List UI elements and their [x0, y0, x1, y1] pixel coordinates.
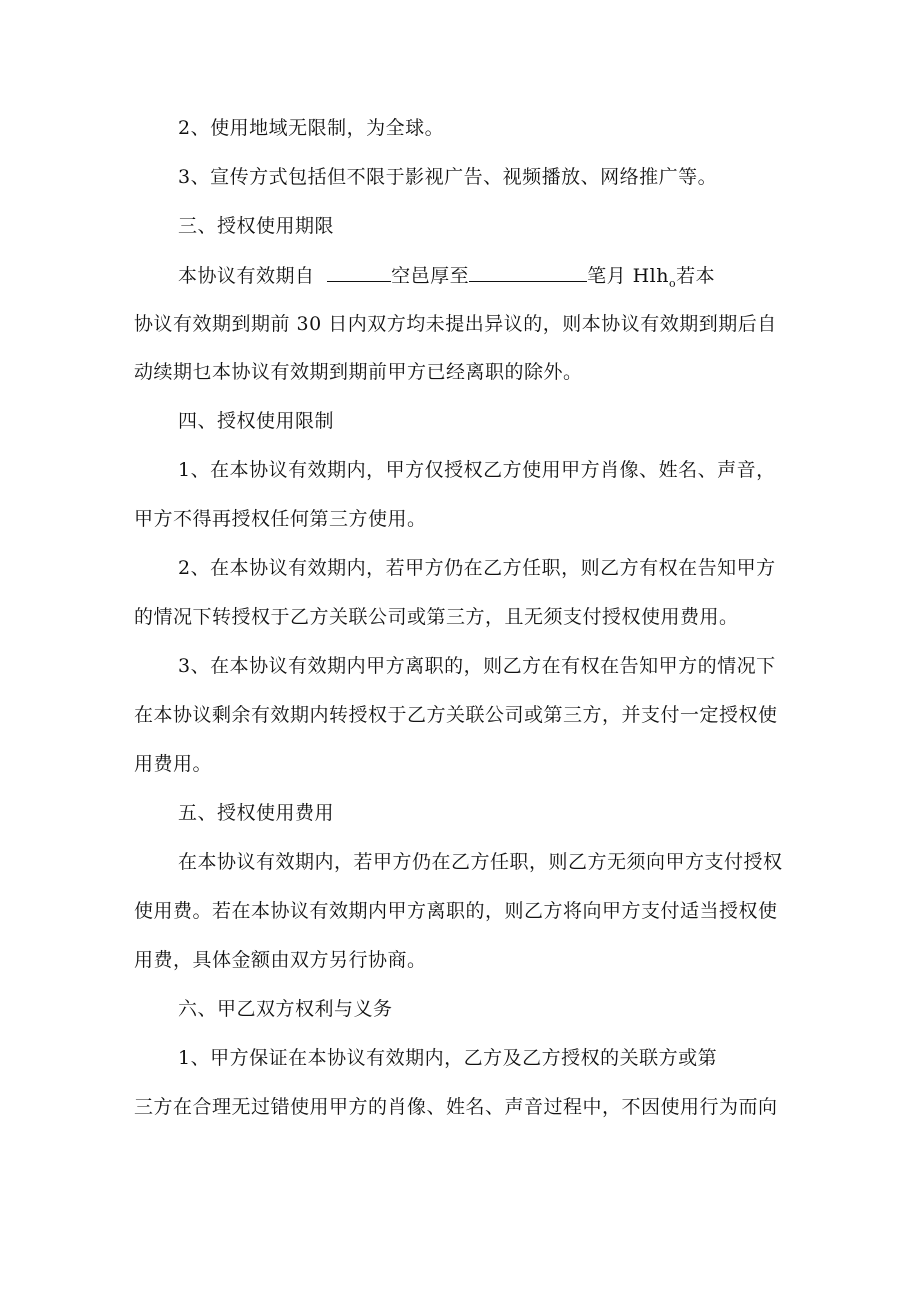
fees-line-3: 用费，具体金额由双方另行协商。 — [134, 949, 427, 971]
term-text-subscript: o — [669, 276, 677, 290]
restriction-3-line-1: 3、在本协议有效期内甲方离职的，则乙方在有权在告知甲方的情况下 — [178, 655, 776, 677]
section-heading-term: 三、授权使用期限 — [178, 215, 335, 237]
rights-1-line-2: 三方在合理无过错使用甲方的肖像、姓名、声音过程中，不因使用行为而向 — [134, 1096, 778, 1118]
section-heading-fees: 五、授权使用费用 — [178, 802, 335, 824]
blank-start-date — [327, 263, 391, 282]
term-renewal-line-2: 动续期乜本协议有效期到期前甲方已经离职的除外。 — [134, 361, 583, 383]
clause-3-promotion: 3、宣传方式包括但不限于影视广告、视频播放、网络推广等。 — [178, 166, 718, 188]
term-renewal-line-1: 协议有效期到期前 30 日内双方均未提出异议的，则本协议有效期到期后自 — [134, 313, 777, 335]
restriction-1-line-1: 1、在本协议有效期内，甲方仅授权乙方使用甲方肖像、姓名、声音， — [178, 459, 776, 481]
restriction-1-line-2: 甲方不得再授权任何第三方使用。 — [134, 508, 427, 530]
term-line-with-blanks — [178, 263, 715, 296]
restriction-3-line-3: 用费用。 — [134, 753, 213, 775]
term-text-end: 若本 — [676, 265, 716, 287]
fees-line-1: 在本协议有效期内，若甲方仍在乙方任职，则乙方无须向甲方支付授权 — [178, 851, 783, 873]
clause-2-region: 2、使用地域无限制，为全球。 — [178, 117, 445, 139]
fees-line-2: 使用费。若在本协议有效期内甲方离职的，则乙方将向甲方支付适当授权使 — [134, 900, 778, 922]
restriction-3-line-2: 在本协议剩余有效期内转授权于乙方关联公司或第三方，并支付一定授权使 — [134, 704, 778, 726]
restriction-2-line-1: 2、在本协议有效期内，若甲方仍在乙方任职，则乙方有权在告知甲方 — [178, 557, 776, 579]
rights-1-line-1: 1、甲方保证在本协议有效期内，乙方及乙方授权的关联方或第 — [178, 1047, 718, 1069]
restriction-2-line-2: 的情况下转授权于乙方关联公司或第三方，且无须支付授权使用费用。 — [134, 606, 739, 628]
term-text-start: 本协议有效期自 — [178, 265, 315, 287]
blank-end-date — [469, 263, 587, 282]
term-text-garbled: 笔月 Hlh — [587, 265, 670, 287]
term-text-middle: 空邑厚至 — [391, 265, 470, 287]
section-heading-rights: 六、甲乙双方权利与义务 — [178, 998, 393, 1020]
section-heading-restrictions: 四、授权使用限制 — [178, 410, 335, 432]
